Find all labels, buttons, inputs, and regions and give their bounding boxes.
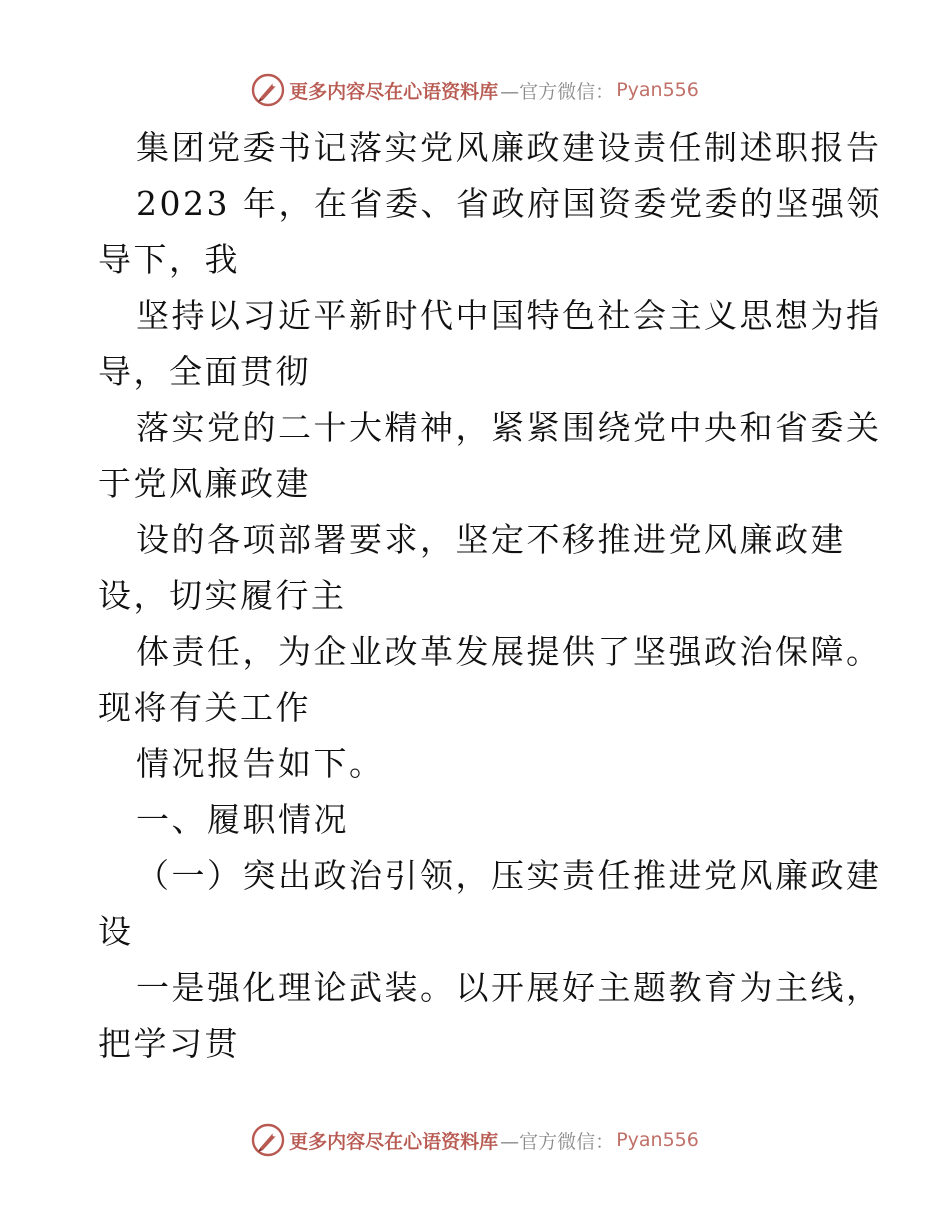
paragraph-line: （一）突出政治引领，压实责任推进党风廉政建 bbox=[136, 856, 882, 895]
paragraph bbox=[98, 960, 882, 1072]
paragraph-line: 坚持以习近平新时代中国特色社会主义思想为指 bbox=[136, 296, 882, 335]
pen-logo-icon bbox=[251, 73, 285, 107]
watermark-site-text: 更多内容尽在心语资料库 bbox=[289, 1130, 499, 1153]
watermark-wechat-label: —官方微信： bbox=[500, 1130, 615, 1153]
document-title bbox=[98, 120, 882, 176]
paragraph-continuation: 现将有关工作 bbox=[98, 688, 311, 727]
paragraph-continuation: 把学习贯 bbox=[98, 1024, 240, 1063]
section-heading bbox=[98, 792, 858, 848]
paragraph-continuation: 导，全面贯彻 bbox=[98, 352, 311, 391]
watermark-wechat-label: —官方微信： bbox=[500, 80, 615, 103]
paragraph-continuation: 于党风廉政建 bbox=[98, 464, 311, 503]
subsection-heading bbox=[98, 848, 882, 960]
document-body bbox=[98, 120, 882, 1072]
paragraph-continuation: 设，切实履行主 bbox=[98, 576, 347, 615]
paragraph-line: 一是强化理论武装。以开展好主题教育为主线， bbox=[136, 968, 882, 1007]
watermark-wechat-id: Pyan556 bbox=[616, 1129, 699, 1151]
footer-watermark bbox=[0, 1120, 950, 1160]
watermark-site-text: 更多内容尽在心语资料库 bbox=[289, 80, 499, 103]
header-watermark bbox=[0, 70, 950, 110]
paragraph-line: 落实党的二十大精神，紧紧围绕党中央和省委关 bbox=[136, 408, 882, 447]
paragraph bbox=[98, 288, 882, 400]
watermark-wechat-id: Pyan556 bbox=[616, 79, 699, 101]
paragraph-line: 2023 年，在省委、省政府国资委党委的坚强领 bbox=[136, 184, 882, 223]
paragraph-line: 一、履职情况 bbox=[136, 800, 349, 839]
paragraph-line: 设的各项部署要求，坚定不移推进党风廉政建 bbox=[136, 520, 846, 559]
paragraph-continuation: 导下，我 bbox=[98, 240, 240, 279]
paragraph bbox=[98, 624, 882, 736]
paragraph bbox=[98, 400, 882, 512]
paragraph-line: 集团党委书记落实党风廉政建设责任制述职报告 bbox=[136, 128, 882, 167]
paragraph bbox=[98, 736, 858, 792]
pen-logo-icon bbox=[251, 1123, 285, 1157]
paragraph bbox=[98, 512, 858, 624]
paragraph bbox=[98, 176, 882, 288]
paragraph-continuation: 设 bbox=[98, 912, 134, 951]
paragraph-line: 体责任，为企业改革发展提供了坚强政治保障。 bbox=[136, 632, 882, 671]
paragraph-line: 情况报告如下。 bbox=[136, 744, 385, 783]
